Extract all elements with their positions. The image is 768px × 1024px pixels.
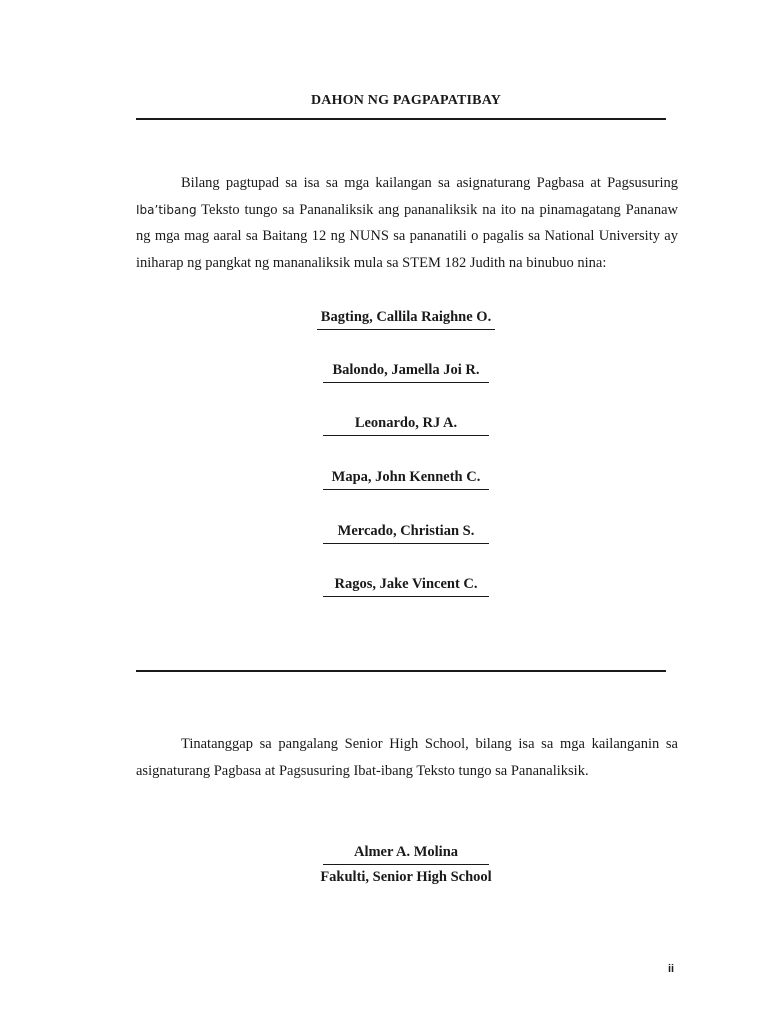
intro-text-part-1: Bilang pagtupad sa isa sa mga kailangan sa asignaturang Pagbasa at Pagsusuring (181, 175, 678, 191)
intro-text-part-2: Iba’tibang (136, 202, 197, 217)
adviser-name: Almer A. Molina (323, 844, 489, 865)
intro-paragraph (136, 170, 678, 276)
researcher-name: Leonardo, RJ A. (323, 415, 489, 436)
page-number: ii (668, 963, 675, 975)
title-underline (136, 118, 666, 120)
section-divider (136, 670, 666, 672)
acceptance-paragraph: Tinatanggap sa pangalang Senior High School, bilang isa sa mga kailanganin sa asignaturang Pagbasa at Pagsusuring Ibat-ibang Teksto tungo sa Pananaliksik. (136, 736, 678, 779)
page-title: DAHON NG PAGPAPATIBAY (310, 93, 502, 108)
researcher-name-block (0, 361, 768, 383)
researcher-name: Ragos, Jake Vincent C. (323, 576, 489, 597)
researcher-name-block (0, 575, 768, 597)
adviser-name-block (0, 843, 768, 865)
researcher-name: Bagting, Callila Raighne O. (317, 309, 495, 330)
researcher-name-block (0, 522, 768, 544)
researcher-name-block (0, 414, 768, 436)
intro-text-part-3: Teksto tungo sa Pananaliksik ang pananaliksik na ito na pinamagatang Pananaw ng mga mag aaral sa Baitang 12 ng NUNS sa pananatili o pagalis sa National University ay iniharap ng pangkat ng mananaliksik mula sa STEM 182 Judith na binubuo nina: (136, 201, 678, 271)
adviser-role: Fakulti, Senior High School (320, 869, 492, 885)
researcher-name-block (0, 468, 768, 490)
researcher-name-block (0, 308, 768, 330)
researcher-name: Balondo, Jamella Joi R. (323, 362, 489, 383)
researcher-name: Mapa, John Kenneth C. (323, 469, 489, 490)
researcher-name: Mercado, Christian S. (323, 523, 489, 544)
